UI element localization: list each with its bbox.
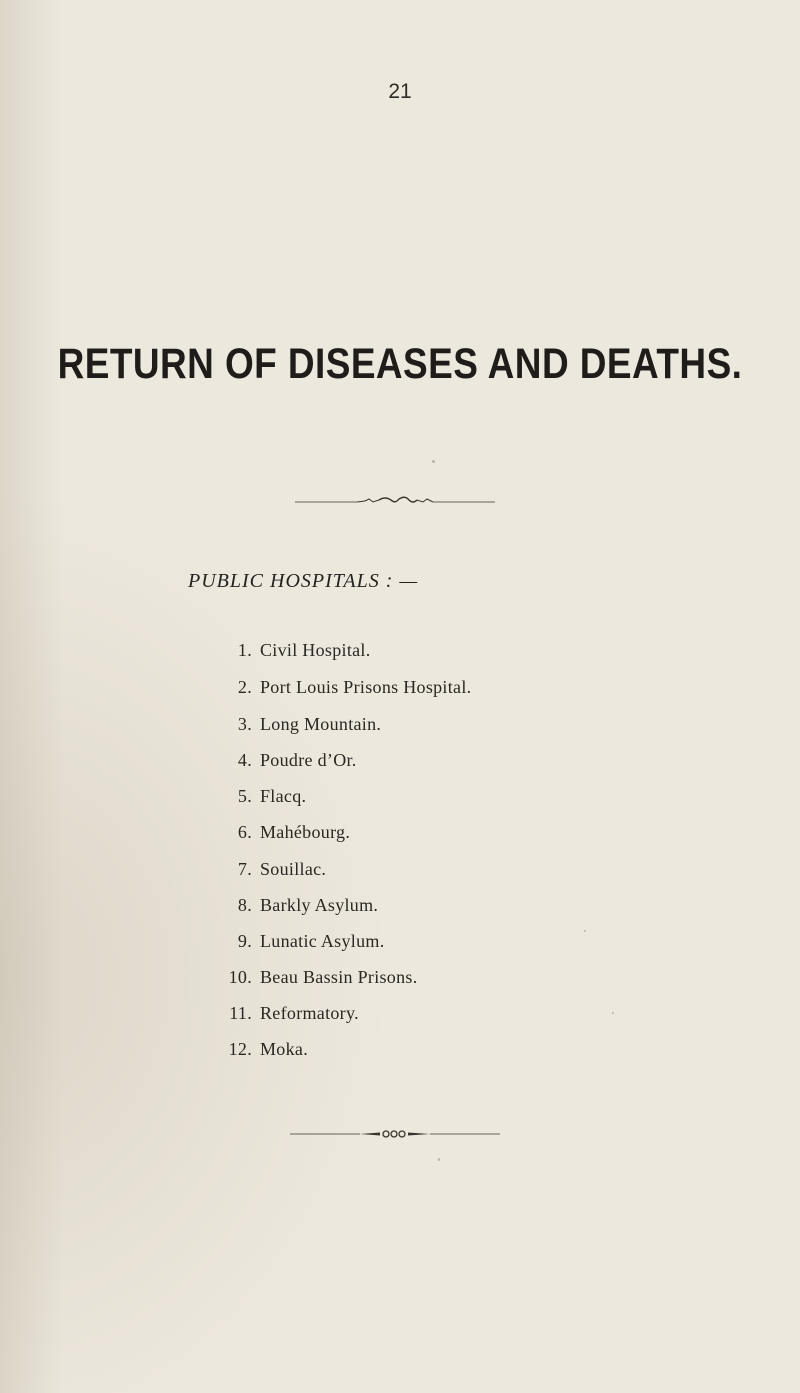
- list-item: [0, 859, 326, 885]
- list-item-number: 1.: [237, 640, 252, 660]
- list-item-name: Lunatic Asylum.: [260, 931, 385, 951]
- list-item-name: Port Louis Prisons Hospital.: [260, 677, 472, 697]
- list-item: [0, 750, 357, 776]
- list-item-number: 10.: [228, 967, 252, 987]
- list-item-number: 4.: [237, 750, 252, 770]
- paper-speck: [432, 460, 435, 463]
- title-ornament-divider: [295, 494, 495, 508]
- paper-speck: [438, 1158, 440, 1161]
- list-item: [0, 895, 378, 921]
- list-item-name: Moka.: [260, 1039, 308, 1059]
- section-heading: PUBLIC HOSPITALS : —: [188, 570, 419, 592]
- list-item-name: Civil Hospital.: [260, 640, 371, 660]
- list-item-name: Long Mountain.: [260, 714, 382, 734]
- list-item: [0, 967, 418, 993]
- list-item-number: 8.: [237, 895, 252, 915]
- list-item-number: 6.: [237, 822, 252, 842]
- list-item-name: Souillac.: [260, 859, 327, 879]
- list-item-number: 2.: [237, 677, 252, 697]
- list-item-name: Flacq.: [260, 786, 307, 806]
- list-item-name: Beau Bassin Prisons.: [260, 967, 418, 987]
- list-item: [0, 786, 306, 812]
- list-item-number: 11.: [229, 1003, 252, 1023]
- list-item: [0, 714, 381, 740]
- list-item-name: Barkly Asylum.: [260, 895, 379, 915]
- list-item: [0, 1039, 308, 1065]
- paper-speck: [612, 1012, 614, 1014]
- page-number: 21: [388, 80, 412, 103]
- list-item-number: 7.: [237, 859, 252, 879]
- paper-speck: [584, 930, 586, 932]
- list-item-name: Mahébourg.: [260, 822, 351, 842]
- closing-ornament-divider: [290, 1129, 500, 1139]
- list-item: [0, 677, 471, 703]
- list-item-name: Poudre d’Or.: [260, 750, 357, 770]
- list-item: [0, 822, 350, 848]
- page-title: RETURN OF DISEASES AND DEATHS.: [57, 340, 743, 388]
- list-item-number: 9.: [237, 931, 252, 951]
- list-item-number: 12.: [228, 1039, 252, 1059]
- list-item-number: 5.: [237, 786, 252, 806]
- list-item: [0, 640, 371, 666]
- list-item: [0, 931, 385, 957]
- list-item: [0, 1003, 359, 1029]
- list-item-number: 3.: [237, 714, 252, 734]
- list-item-name: Reformatory.: [260, 1003, 359, 1023]
